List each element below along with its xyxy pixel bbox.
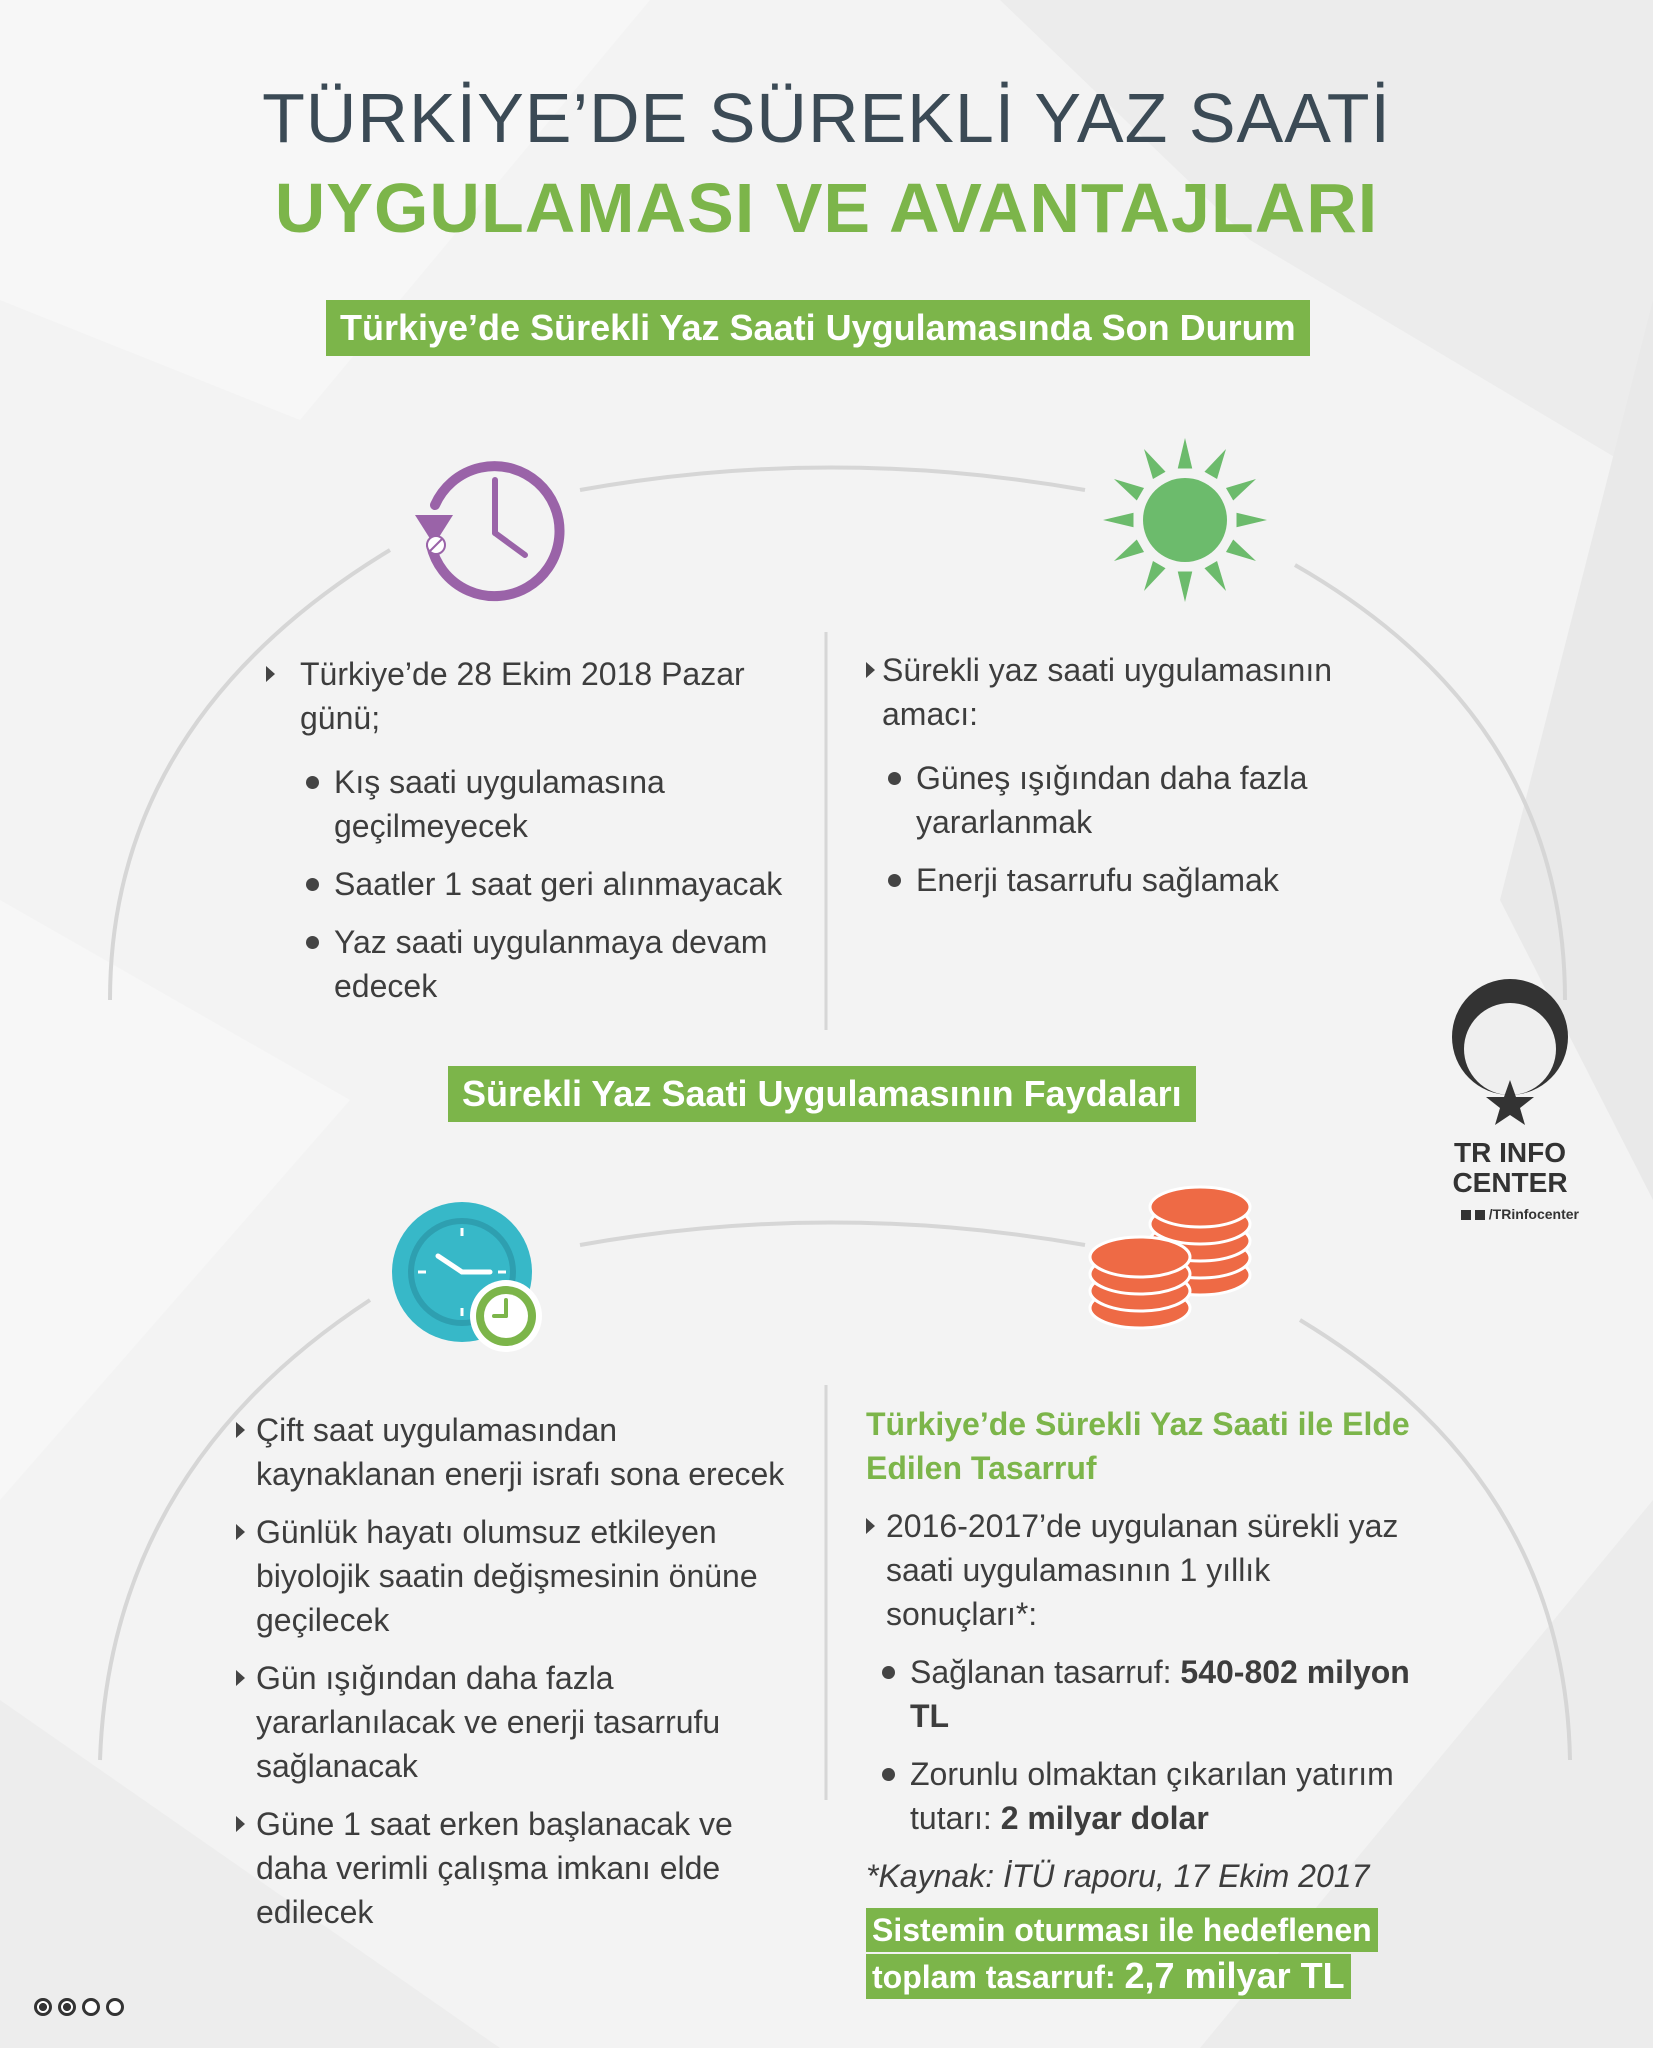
logo-line-2: CENTER — [1452, 1167, 1568, 1198]
highlight-value: 2,7 milyar TL — [1124, 1955, 1345, 1996]
sun-ray — [1144, 449, 1166, 479]
list-item — [236, 1802, 796, 1934]
list-item — [236, 1656, 796, 1788]
bullet-text: Güneş ışığından daha fazla yararlanmak — [916, 760, 1308, 840]
arrow-icon — [236, 1670, 245, 1686]
sun-ray — [1114, 479, 1144, 501]
list-item — [300, 862, 786, 906]
list-item — [236, 1510, 796, 1642]
list-item — [882, 858, 1386, 902]
list-item — [236, 1408, 796, 1496]
bullet-icon — [306, 776, 319, 789]
bullet-icon — [882, 1666, 895, 1679]
social-handle-text: /TRinfocenter — [1488, 1206, 1579, 1222]
section1-left-lead: Türkiye’de 28 Ekim 2018 Pazar günü; — [300, 656, 745, 736]
page-dot[interactable] — [34, 1998, 52, 2016]
bullet-label: Sağlanan tasarruf: — [910, 1654, 1181, 1690]
bullet-value: 540-802 milyon TL — [910, 1654, 1410, 1734]
sun-ray — [1114, 539, 1144, 561]
section1-left-list — [266, 652, 786, 1022]
savings-heading: Türkiye’de Sürekli Yaz Saati ile Elde Edilen Tasarruf — [866, 1406, 1410, 1486]
arrow-icon — [236, 1524, 245, 1540]
arrow-icon — [866, 662, 875, 678]
bullet-text: Yaz saati uygulanmaya devam edecek — [334, 924, 768, 1004]
section1-right-lead: Sürekli yaz saati uygulamasının amacı: — [882, 652, 1332, 732]
title-line-2: UYGULAMASI VE AVANTAJLARI — [274, 169, 1379, 247]
list-item — [866, 1504, 1426, 1636]
logo-line-1: TR INFO — [1454, 1137, 1566, 1168]
highlight-label: toplam tasarruf: — [872, 1959, 1125, 1995]
list-item — [300, 920, 786, 1008]
item-text: Gün ışığından daha fazla yararlanılacak ve enerji tasarrufu sağlanacak — [256, 1660, 721, 1784]
sun-ray — [1178, 438, 1193, 469]
bullet-icon — [888, 772, 901, 785]
coin — [1150, 1187, 1250, 1227]
bullet-text: Kış saati uygulamasına geçilmeyecek — [334, 764, 665, 844]
item-text: Güne 1 saat erken başlanacak ve daha verimli çalışma imkanı elde edilecek — [256, 1806, 733, 1930]
bullet-icon — [882, 1768, 895, 1781]
sun-ray — [1236, 513, 1267, 528]
sun-ray — [1204, 561, 1226, 591]
sun-ray — [1226, 539, 1256, 561]
bullet-icon — [306, 878, 319, 891]
clock-rewind-icon — [405, 445, 575, 615]
arrow-icon — [266, 666, 275, 682]
section1-banner: Türkiye’de Sürekli Yaz Saati Uygulamasında Son Durum — [326, 300, 1310, 356]
item-text: Günlük hayatı olumsuz etkileyen biyolojik saatin değişmesinin önüne geçilecek — [256, 1514, 758, 1638]
page-dot[interactable] — [82, 1998, 100, 2016]
sun-ray — [1144, 561, 1166, 591]
coins-icon — [1080, 1185, 1260, 1350]
arrow-icon — [236, 1816, 245, 1832]
coin — [1090, 1237, 1190, 1277]
list-item — [866, 648, 1386, 736]
sun-ray — [1226, 479, 1256, 501]
section2-banner: Sürekli Yaz Saati Uygulamasının Faydaları — [448, 1066, 1196, 1122]
page-dot[interactable] — [106, 1998, 124, 2016]
bullet-icon — [306, 936, 319, 949]
facebook-icon — [1475, 1210, 1485, 1220]
section2-right — [866, 1402, 1426, 1999]
bullet-label: Zorunlu olmaktan çıkarılan yatırım tutarı: — [910, 1756, 1394, 1836]
bullet-text: Saatler 1 saat geri alınmayacak — [334, 866, 783, 902]
list-item — [882, 756, 1386, 844]
list-item — [876, 1752, 1426, 1840]
twitter-icon — [1461, 1210, 1471, 1220]
target-highlight — [866, 1908, 1426, 1999]
arrow-icon — [866, 1518, 875, 1534]
item-text: Çift saat uygulamasından kaynaklanan enerji israfı sona erecek — [256, 1412, 785, 1492]
highlight-line-1: Sistemin oturması ile hedeflenen — [866, 1908, 1378, 1952]
page-dot[interactable] — [58, 1998, 76, 2016]
savings-lead: 2016-2017’de uygulanan sürekli yaz saati uygulamasının 1 yıllık sonuçları*: — [886, 1508, 1399, 1632]
brand-logo — [1430, 975, 1590, 1222]
bullet-icon — [888, 874, 901, 887]
pagination — [34, 1998, 130, 2021]
crescent-star-icon — [1430, 975, 1590, 1135]
sun-ray — [1178, 571, 1193, 602]
list-item — [266, 652, 786, 740]
sun-ray — [1103, 513, 1134, 528]
section1-right-list — [866, 648, 1386, 916]
list-item — [876, 1650, 1426, 1738]
sun-ray — [1204, 449, 1226, 479]
social-handle[interactable] — [1450, 1206, 1590, 1222]
title-line-1: TÜRKİYE’DE SÜREKLİ YAZ SAATİ — [262, 79, 1391, 157]
sun-icon — [1100, 435, 1270, 605]
arrow-icon — [236, 1422, 245, 1438]
bullet-value: 2 milyar dolar — [1000, 1800, 1209, 1836]
bullet-text: Enerji tasarrufu sağlamak — [916, 862, 1279, 898]
highlight-line-2 — [866, 1954, 1351, 1999]
double-clock-icon — [390, 1200, 550, 1360]
section2-left-list — [236, 1408, 796, 1948]
source-note: *Kaynak: İTÜ raporu, 17 Ekim 2017 — [866, 1858, 1370, 1894]
list-item — [300, 760, 786, 848]
